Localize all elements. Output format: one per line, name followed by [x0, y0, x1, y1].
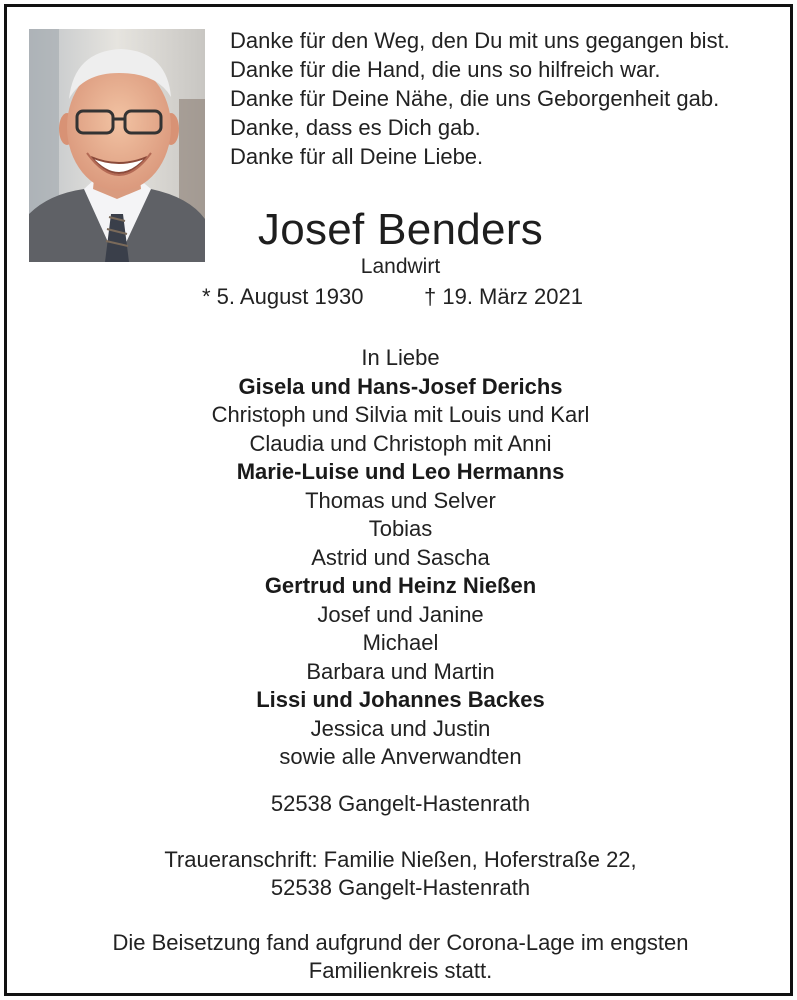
- mourner-family-head: Gertrud und Heinz Nießen: [264, 573, 537, 598]
- deceased-occupation: Landwirt: [360, 255, 441, 278]
- mourner-family-head: Gisela und Hans-Josef Derichs: [238, 373, 563, 399]
- mourner-line: Thomas und Selver: [305, 487, 496, 513]
- poem-line: Danke für die Hand, die uns so hilfreich war.: [230, 57, 661, 82]
- note-line: Die Beisetzung fand aufgrund der Corona-Lage im engsten: [112, 930, 689, 955]
- deceased-name: Josef Benders: [257, 205, 544, 254]
- poem-line: Danke für den Weg, den Du mit uns gegangen bist.: [230, 28, 730, 53]
- mourner-line: Christoph und Silvia mit Louis und Karl: [211, 402, 590, 427]
- mourner-family-head: Marie-Luise und Leo Hermanns: [236, 459, 565, 484]
- note-line: Familienkreis statt.: [308, 958, 493, 983]
- mourner-line: Claudia und Christoph mit Anni: [249, 430, 552, 456]
- poem-line: Danke für all Deine Liebe.: [230, 144, 484, 169]
- address-line: 52538 Gangelt-Hastenrath: [270, 875, 531, 900]
- mourner-family-head: Lissi und Johannes Backes: [256, 687, 545, 712]
- mourner-line: sowie alle Anverwandten: [279, 744, 522, 769]
- mourner-line: Michael: [362, 630, 439, 655]
- poem-line: Danke für Deine Nähe, die uns Geborgenheit gab.: [230, 86, 720, 111]
- death-date: † 19. März 2021: [424, 284, 583, 309]
- obituary-card: [4, 4, 793, 996]
- birth-date: * 5. August 1930: [202, 284, 364, 309]
- mourner-line: Jessica und Justin: [310, 715, 491, 741]
- burial-note: [7, 929, 794, 985]
- mourner-line: Astrid und Sascha: [311, 544, 490, 570]
- mourner-line: Barbara und Martin: [306, 658, 495, 684]
- place-of-residence: 52538 Gangelt-Hastenrath: [270, 791, 531, 816]
- mourner-line: In Liebe: [361, 345, 440, 370]
- mourning-address: [7, 846, 794, 902]
- mourner-line: Tobias: [368, 516, 433, 541]
- mourners-list: [7, 344, 794, 772]
- poem-line: Danke, dass es Dich gab.: [230, 115, 481, 140]
- address-line: Traueranschrift: Familie Nießen, Hoferstraße 22,: [164, 847, 637, 872]
- mourner-line: Josef und Janine: [317, 601, 484, 627]
- poem: [230, 26, 770, 171]
